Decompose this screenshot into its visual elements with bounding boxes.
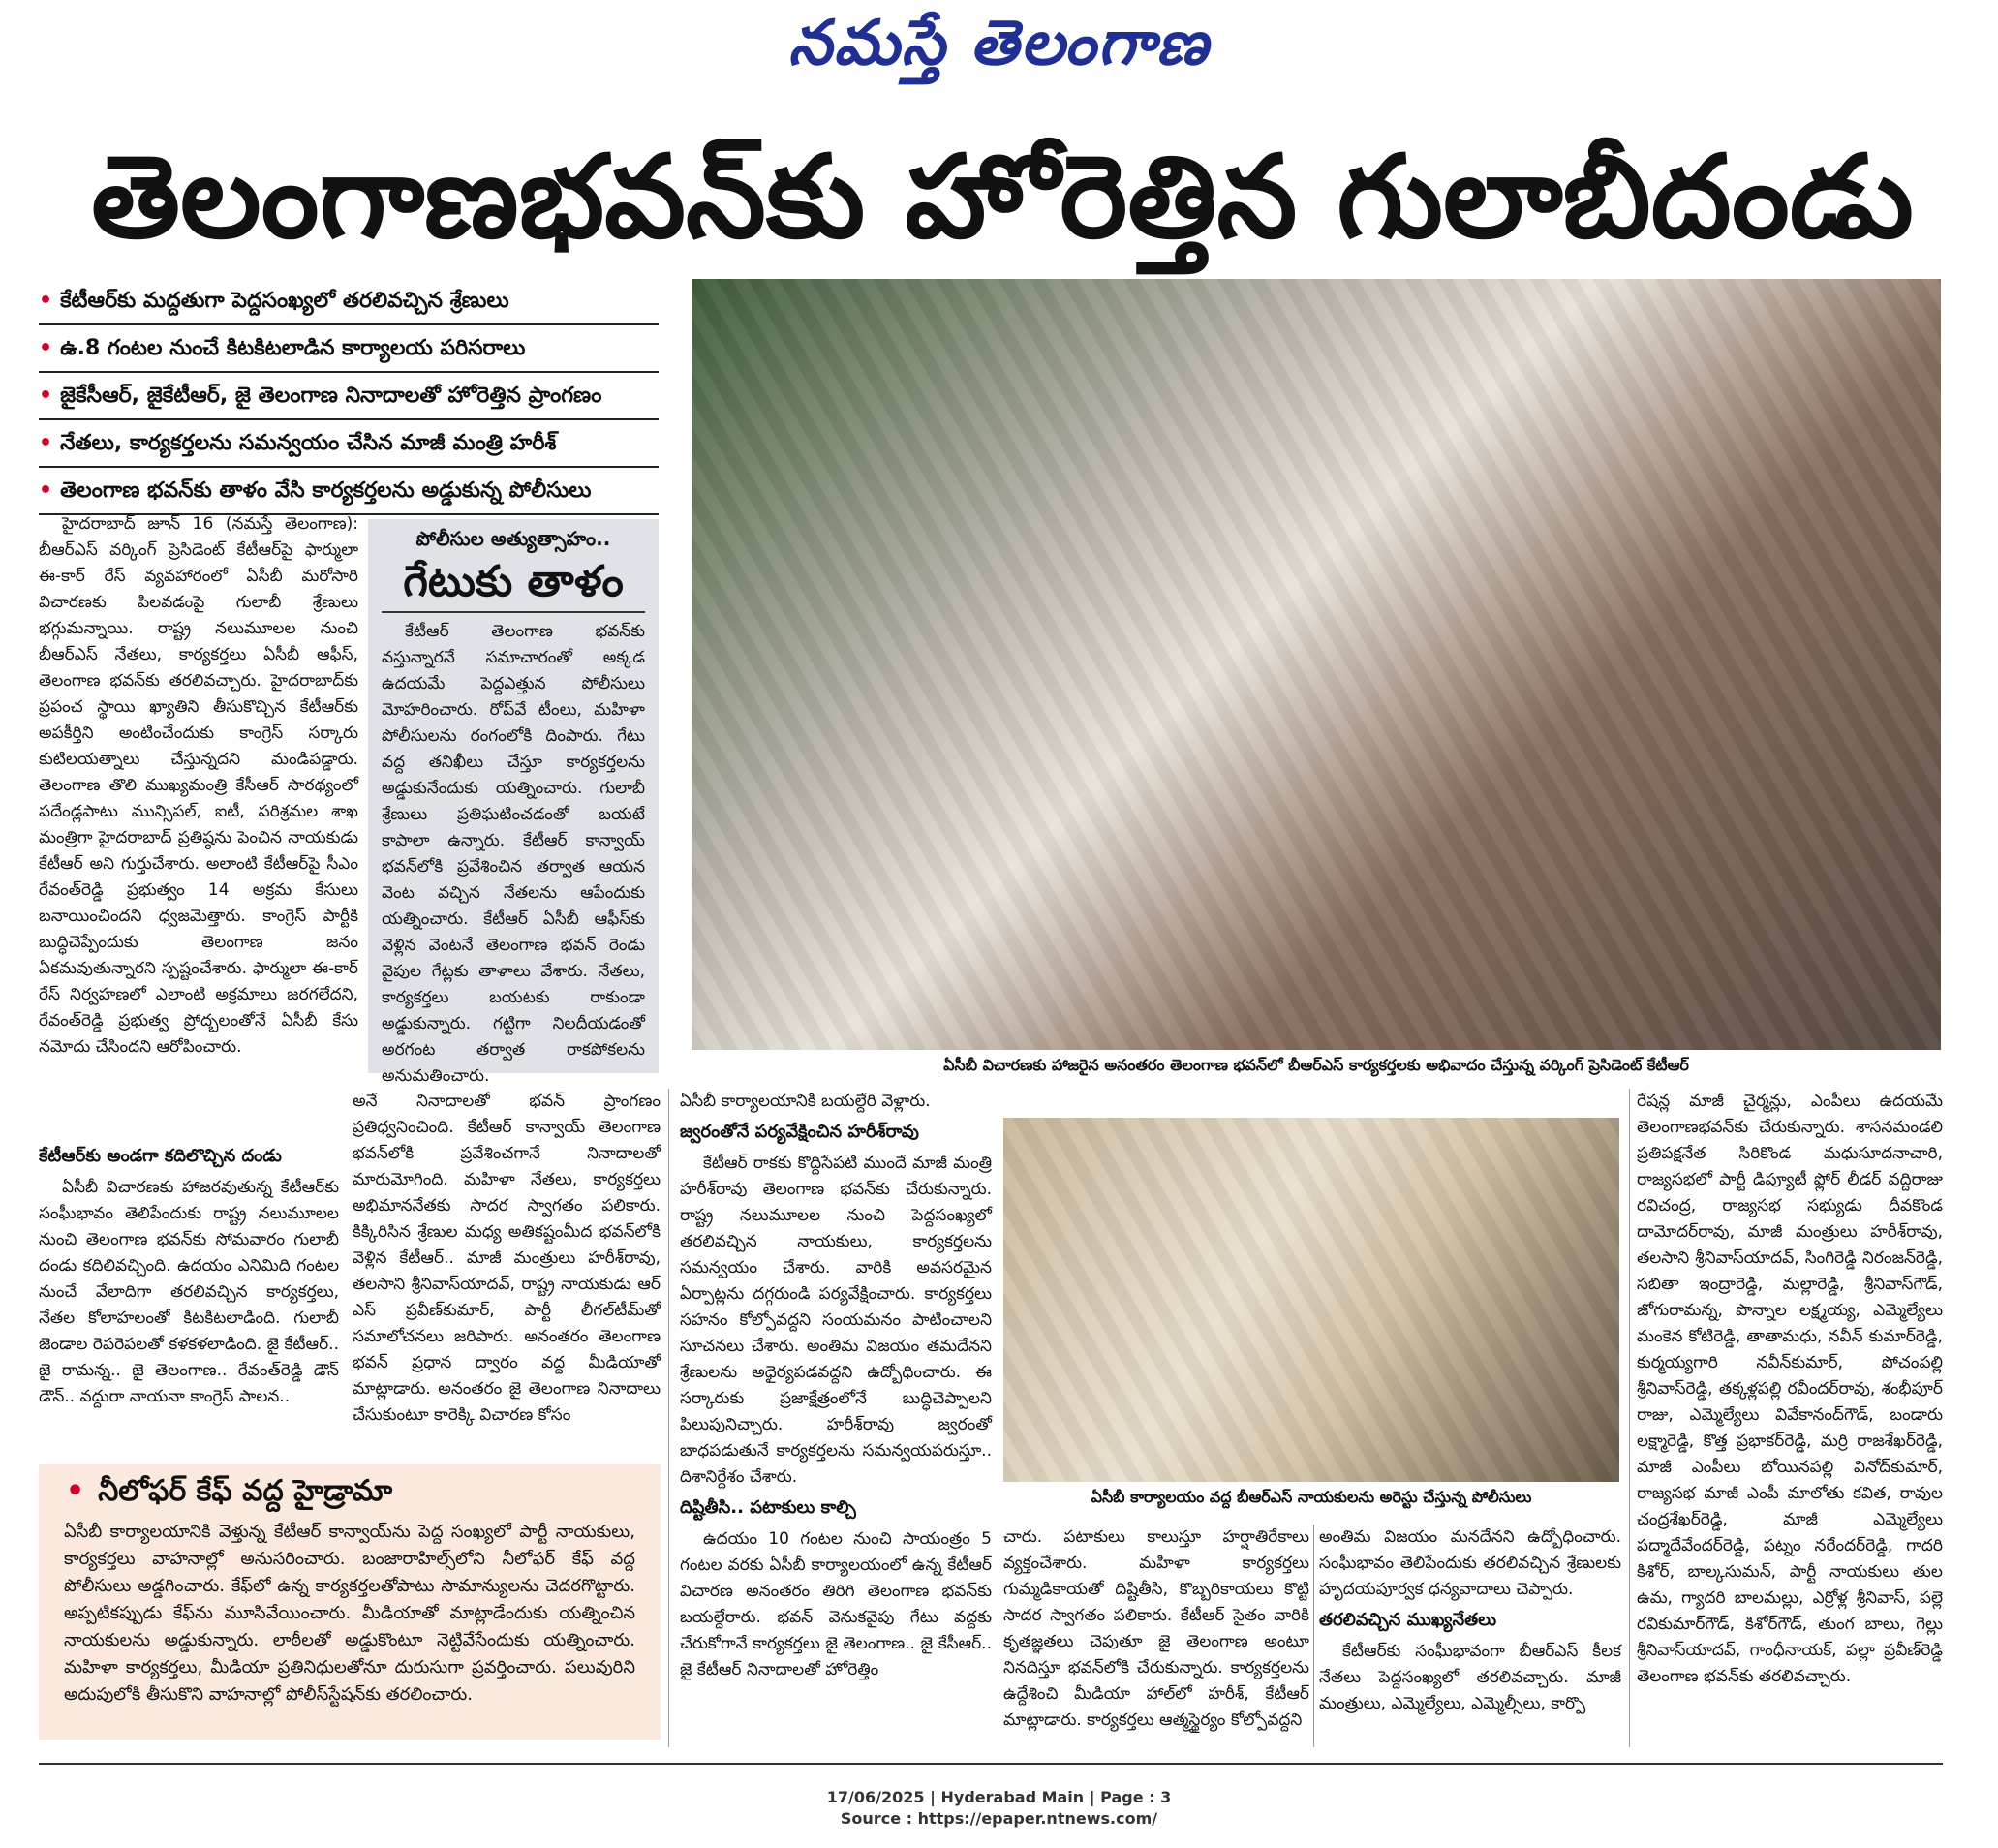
footer-source: Source : https://epaper.ntnews.com/ — [840, 1809, 1158, 1828]
box-title-text: నీలోఫర్ కేఫ్ వద్ద హైడ్రామా — [98, 1474, 393, 1508]
article-paragraph: రేషన్ల మాజీ చైర్మన్లు, ఎంపీలు ఉదయమే తెలంగాణభవన్‌కు చేరుకున్నారు. శాసనమండలి ప్రతిపక్షనేత సిరికొండ మధుసూదనాచారి, రాజ్యసభలో పార్టీ డిప్యూటీ ఫ్లోర్ లీడర్ వద్దిరాజు రవిచంద్ర, రాజ్యసభ సభ్యుడు దీవకొండ దామోదర్‌రావు, మాజీ మంత్రులు హరీశ్‌రావు, తలసాని శ్రీనివాస్‌యాదవ్, సింగిరెడ్డి నిరంజన్‌రెడ్డి, సబితా ఇంద్రారెడ్డి, మల్లారెడ్డి, శ్రీనివాస్‌గౌడ్, జోగురామన్న, పొన్నాల లక్ష్మయ్య, ఎమ్మెల్యేలు మంకెన కోటిరెడ్డి, తాతామధు, నవీన్ కుమార్‌రెడ్డి, కుర్మయ్యగారి నవీన్‌కుమార్, పోచంపల్లి శ్రీనివాస్‌రెడ్డి, తక్కళ్లపల్లి రవీందర్‌రావు, శంభీపూర్ రాజు, ఎమ్మెల్యేలు వివేకానంద్‌గౌడ్, బండారు లక్ష్మారెడ్డి, కొత్త ప్రభాకర్‌రెడ్డి, మర్రి రాజశేఖర్‌రెడ్డి, మాజీ ఎంపీలు బోయినపల్లి వినోద్‌కుమార్, రాజ్యసభ మాజీ ఎంపీ మాలోతు కవిత, రావుల చంద్రశేఖర్‌రెడ్డి, మాజీ ఎమ్మెల్యేలు పద్మాదేవేందర్‌రెడ్డి, పట్నం నరేందర్‌రెడ్డి, గాదరి కిశోర్, బాల్కసుమన్, పార్టీ నాయకులు తుల ఉమ, గ్యాదరి బాలమల్లు, ఎర్రోళ్ల శ్రీనివాస్, పల్లె రవికుమార్‌గౌడ్, కిశోర్‌గౌడ్, తుంగ బాలు, గెల్లు శ్రీనివాస్‌యాదవ్, గాంధీనాయక్, పల్లా ప్రవీణ్‌రెడ్డి తెలంగాణ భవన్‌కు తరలివచ్చారు. — [1637, 1092, 1943, 1686]
article-column-2 — [353, 1089, 661, 1449]
arrest-photo-caption: ఏసీబీ కార్యాలయం వద్ద బీఆర్‌ఎస్ నాయకులను అరెస్టు చేస్తున్న పోలీసులు — [1091, 1488, 1532, 1506]
footer-rule — [39, 1763, 1943, 1765]
bullet-text: తెలంగాణ భవన్‌కు తాళం వేసి కార్యకర్తలను అడ్డుకున్న పోలీసులు — [60, 478, 592, 503]
sidebar-title: గేటుకు తాళం — [403, 557, 624, 606]
article-column-5 — [1319, 1525, 1621, 1753]
box-title — [39, 1464, 661, 1519]
article-column-4 — [1003, 1525, 1309, 1753]
bullet-dot-icon: • — [39, 336, 53, 360]
bullet-item — [39, 471, 659, 515]
highlight-box — [39, 1464, 661, 1740]
main-headline: తెలంగాణభవన్‌కు హోరెత్తిన గులాబీదండు — [91, 130, 1914, 263]
subheading: కేటీఆర్‌కు అండగా కదిలొచ్చిన దండు — [39, 1146, 282, 1166]
article-paragraph: కేటీఆర్ రాకకు కొద్దిసేపటి ముందే మాజీ మంత్రి హరీశ్‌రావు తెలంగాణ భవన్‌కు చేరుకున్నారు. రాష్ట్ర నలుమూలల నుంచి పెద్దసంఖ్యలో తరలివచ్చిన నాయకులు, కార్యకర్తలను సమన్వయం చేశారు. వారికి అవసరమైన ఏర్పాట్లను దగ్గరుండి పర్యవేక్షించారు. కార్యకర్తలు సహనం కోల్పోవద్దని సంయమనం పాటించాలని సూచనలు చేశారు. అంతిమ విజయం తమదేనని శ్రేణులను అధైర్యపడవద్దని ఉద్బోధించారు. ఈ సర్కారుకు ప్రజాక్షేత్రంలోనే బుద్ధిచెప్పాలని పిలుపునిచ్చారు. హరీశ్‌రావు జ్వరంతో బాధపడుతునే కార్యకర్తలను సమన్వయపరుస్తూ.. దిశానిర్దేశం చేశారు. — [680, 1154, 992, 1487]
sidebar-paragraph: కేటీఆర్ తెలంగాణ భవన్‌కు వస్తున్నారనే సమాచారంతో అక్కడ ఉదయమే పెద్దఎత్తున పోలీసులు మోహరించారు. రోప్‌వే టీంలు, మహిళా పోలీసులను రంగంలోకి దింపారు. గేటు వద్ద తనిఖీలు చేస్తూ కార్యకర్తలను అడ్డుకునేందుకు యత్నించారు. గులాబీ శ్రేణులు ప్రతిఘటించడంతో బయటే కాపాలా ఉన్నారు. కేటీఆర్ కాన్వాయ్ భవన్‌లోకి ప్రవేశించిన తర్వాత ఆయన వెంట వచ్చిన నేతలను ఆపేందుకు యత్నించారు. కేటీఆర్ ఏసీబీ ఆఫీస్‌కు వెళ్లిన వెంటనే తెలంగాణ భవన్ రెండు వైపుల గేట్లకు తాళాలు వేశారు. నేతలు, కార్యకర్తలు బయటకు రాకుండా అడ్డుకున్నారు. గట్టిగా నిలదీయడంతో అరగంట తర్వాత రాకపోకలను అనుమతించారు. — [382, 622, 645, 1086]
article-column-1b — [39, 1139, 339, 1449]
article-paragraph: చారు. పటాకులు కాలుస్తూ హర్షాతిరేకాలు వ్యక్తంచేశారు. మహిళా కార్యకర్తలు గుమ్మడికాయతో దిష్టితీసి, కొబ్బరికాయలు కొట్టి సాదర స్వాగతం పలికారు. కేటీఆర్ సైతం వారికి కృతజ్ఞతలు చెపుతూ జై తెలంగాణ అంటూ నినదిస్తూ భవన్‌లోకి చేరుకున్నారు. కార్యకర్తలను ఉద్దేశించి మీడియా హాల్‌లో హరీశ్, కేటీఆర్ మాట్లాడారు. కార్యకర్తలు ఆత్మస్థైర్యం కోల్పోవద్దని — [1003, 1527, 1309, 1730]
subheading: దిష్టితీసి.. పటాకులు కాల్చి — [680, 1497, 856, 1518]
sidebar-rule — [382, 611, 645, 613]
bullet-list — [39, 281, 659, 518]
column-divider — [1629, 1089, 1630, 1747]
bullet-dot-icon: • — [39, 431, 53, 455]
article-paragraph: అంతిమ విజయం మనదేనని ఉద్బోధించారు. సంఘీభావం తెలిపేందుకు తరలివచ్చిన శ్రేణులకు హృదయపూర్వక ధన్యవాదాలు చెప్పారు. — [1319, 1527, 1621, 1599]
bullet-dot-icon: • — [39, 289, 53, 313]
bullet-item — [39, 423, 659, 468]
bullet-text: నేతలు, కార్యకర్తలను సమన్వయం చేసిన మాజీ మంత్రి హరీశ్ — [60, 431, 557, 455]
bullet-text: జైకేసీఆర్, జైకేటీఆర్, జై తెలంగాణ నినాదాలతో హోరెత్తిన ప్రాంగణం — [60, 384, 602, 408]
bullet-dot-icon: • — [39, 384, 53, 408]
footer-edition: 17/06/2025 | Hyderabad Main | Page : 3 — [826, 1788, 1172, 1806]
article-paragraph: ఏసీబీ విచారణకు హాజరవుతున్న కేటీఆర్‌కు సంఘీభావం తెలిపేందుకు రాష్ట్ర నలుమూలల నుంచి తెలంగాణ భవన్‌కు సోమవారం గులాబీ దండు కదిలివచ్చింది. ఉదయం ఎనిమిది గంటల నుంచే వేలాదిగా తరలివచ్చిన కార్యకర్తలు, నేతల కోలాహలంతో కిటకిటలాడింది. గులాబీ జెండాల రెపరెపలతో కళకళలాడింది. జై కేటీఆర్.. జై రామన్న.. జై తెలంగాణ.. రేవంత్‌రెడ్డి డౌన్ డౌన్.. వద్దురా నాయనా కాంగ్రెస్ పాలన.. — [39, 1178, 339, 1406]
sidebar-body — [368, 619, 659, 1086]
subheading: జ్వరంతోనే పర్యవేక్షించిన హరీశ్‌రావు — [680, 1122, 919, 1142]
bullet-item — [39, 281, 659, 325]
column-divider — [668, 1089, 669, 1747]
box-body: ఏసీబీ కార్యాలయానికి వెళ్తున్న కేటీఆర్ కాన్వాయ్‌ను పెద్ద సంఖ్యలో పార్టీ నాయకులు, కార్యకర్తలు వాహనాల్లో అనుసరించారు. బంజారాహిల్స్‌లోని నీలోఫర్ కేఫ్ వద్ద పోలీసులు అడ్డగించారు. కేఫ్‌లో ఉన్న కార్యకర్తలతోపాటు సామాన్యులను చెదరగొట్టారు. అప్పటికప్పుడు కేఫ్‌ను మూసివేయించారు. మీడియాతో మాట్లాడేందుకు యత్నించిన నాయకులను అడ్డుకున్నారు. లాఠీలతో అడ్డుకొంటూ నెట్టివేసేందుకు యత్నించారు. మహిళా కార్యకర్తలు, మీడియా ప్రతినిధులతోనూ దురుసుగా ప్రవర్తించారు. పలువురిని అదుపులోకి తీసుకొని వాహనాల్లో పోలీస్‌స్టేషన్‌కు తరలించారు. — [64, 1522, 635, 1705]
article-paragraph: కేటీఆర్‌కు సంఘీభావంగా బీఆర్‌ఎస్ కీలక నేతలు పెద్దసంఖ్యలో తరలివచ్చారు. మాజీ మంత్రులు, ఎమ్మెల్యేలు, ఎమ్మెల్సీలు, కార్పొ — [1319, 1642, 1621, 1713]
main-photo-caption: ఏసీబీ విచారణకు హాజరైన అనంతరం తెలంగాణ భవన్‌లో బీఆర్‌ఎస్ కార్యకర్తలకు అభివాదం చేస్తున్న వర్కింగ్ ప్రెసిడెంట్ కేటీఆర్ — [943, 1056, 1689, 1074]
sidebar-kicker: పోలీసుల అత్యుత్సాహం.. — [415, 527, 611, 550]
bullet-item — [39, 328, 659, 373]
bullet-text: ఉ.8 గంటల నుంచే కిటకిటలాడిన కార్యాలయ పరిసరాలు — [60, 336, 526, 360]
article-paragraph: అనే నినాదాలతో భవన్ ప్రాంగణం ప్రతిధ్వనించింది. కేటీఆర్ కాన్వాయ్ తెలంగాణ భవన్‌లోకి ప్రవేశించగానే నినాదాలతో మారుమోగింది. మహిళా నేతలు, కార్యకర్తలు అభిమాననేతకు సాదర స్వాగతం పలికారు. కిక్కిరిసిన శ్రేణుల మధ్య అతికష్టంమీద భవన్‌లోకి వెళ్లిన కేటీఆర్.. మాజీ మంత్రులు హరీశ్‌రావు, తలసాని శ్రీనివాస్‌యాదవ్, రాష్ట్ర నాయకుడు ఆర్ ఎస్ ప్రవీణ్‌కుమార్, పార్టీ లీగల్‌టీమ్‌తో సమాలోచనలు జరిపారు. అనంతరం తెలంగాణ భవన్ ప్రధాన ద్వారం వద్ద మీడియాతో మాట్లాడారు. అనంతరం జై తెలంగాణ నినాదాలు చేసుకుంటూ కారెక్కి విచారణ కోసం — [353, 1092, 661, 1425]
sidebar-box — [368, 519, 659, 1086]
article-column-3 — [680, 1089, 992, 1753]
article-paragraph: ఏసీబీ కార్యాలయానికి బయల్దేరి వెళ్లారు. — [680, 1092, 931, 1111]
article-paragraph: ఉదయం 10 గంటల నుంచి సాయంత్రం 5 గంటల వరకు ఏసీబీ కార్యాలయంలో ఉన్న కేటీఆర్ విచారణ అనంతరం తిరిగి తెలంగాణ భవన్‌కు బయల్దేరారు. భవన్ వెనుకవైపు గేటు వద్దకు చేరుకోగానే కార్యకర్తలు జై తెలంగాణ.. జై కేసీఆర్.. జై కేటీఆర్ నినాదాలతో హోరెత్తిం — [680, 1529, 992, 1679]
arrest-photo — [1003, 1118, 1619, 1482]
main-photo — [692, 279, 1941, 1050]
subheading: తరలివచ్చిన ముఖ్యనేతలు — [1319, 1610, 1497, 1630]
bullet-item — [39, 376, 659, 420]
bullet-dot-icon: • — [39, 478, 53, 503]
article-column-1 — [39, 511, 358, 1120]
masthead-logo: నమస్తే తెలంగాణ — [787, 8, 1211, 79]
bullet-dot-icon: • — [66, 1474, 85, 1508]
bullet-text: కేటీఆర్‌కు మద్దతుగా పెద్దసంఖ్యలో తరలివచ్చిన శ్రేణులు — [60, 289, 509, 313]
article-paragraph: హైదరాబాద్ జూన్ 16 (నమస్తే తెలంగాణ): బీఆర్‌ఎస్ వర్కింగ్ ప్రెసిడెంట్ కేటీఆర్‌పై ఫార్ములా ఈ-కార్ రేస్ వ్యవహారంలో ఏసీబీ మరోసారి విచారణకు పిలవడంపై గులాబీ శ్రేణులు భగ్గుమన్నాయి. రాష్ట్ర నలుమూలల నుంచి బీఆర్‌ఎస్ నేతలు, కార్యకర్తలు ఏసీబీ ఆఫీస్, తెలంగాణ భవన్‌కు తరలివచ్చారు. హైదరాబాద్‌కు ప్రపంచ స్థాయి ఖ్యాతిని తీసుకొచ్చిన కేటీఆర్‌కు అపకీర్తిని అంటించేందుకు కాంగ్రెస్ సర్కారు కుటిలయత్నాలు చేస్తున్నదని మండిపడ్డారు. తెలంగాణ తొలి ముఖ్యమంత్రి కేసీఆర్ సారథ్యంలో పదేండ్లపాటు మున్సిపల్, ఐటీ, పరిశ్రమల శాఖ మంత్రిగా హైదరాబాద్ ప్రతిష్ఠను పెంచిన నాయకుడు కేటీఆర్ అని గుర్తుచేశారు. అలాంటి కేటీఆర్‌పై సీఎం రేవంత్‌రెడ్డి ప్రభుత్వం 14 అక్రమ కేసులు బనాయించిందని ధ్వజమెత్తారు. కాంగ్రెస్ పార్టీకి బుద్ధిచెప్పేందుకు తెలంగాణ జనం ఏకమవుతున్నారని స్పష్టంచేశారు. ఫార్ములా ఈ-కార్ రేస్ నిర్వహణలో ఎలాంటి అక్రమాలు జరగలేదని, రేవంత్‌రెడ్డి ప్రభుత్వ ప్రోద్బలంతోనే ఏసీబీ కేసు నమోదు చేసిందని ఆరోపించారు. — [39, 514, 358, 1057]
column-divider — [1313, 1525, 1314, 1747]
article-column-6 — [1637, 1089, 1943, 1753]
